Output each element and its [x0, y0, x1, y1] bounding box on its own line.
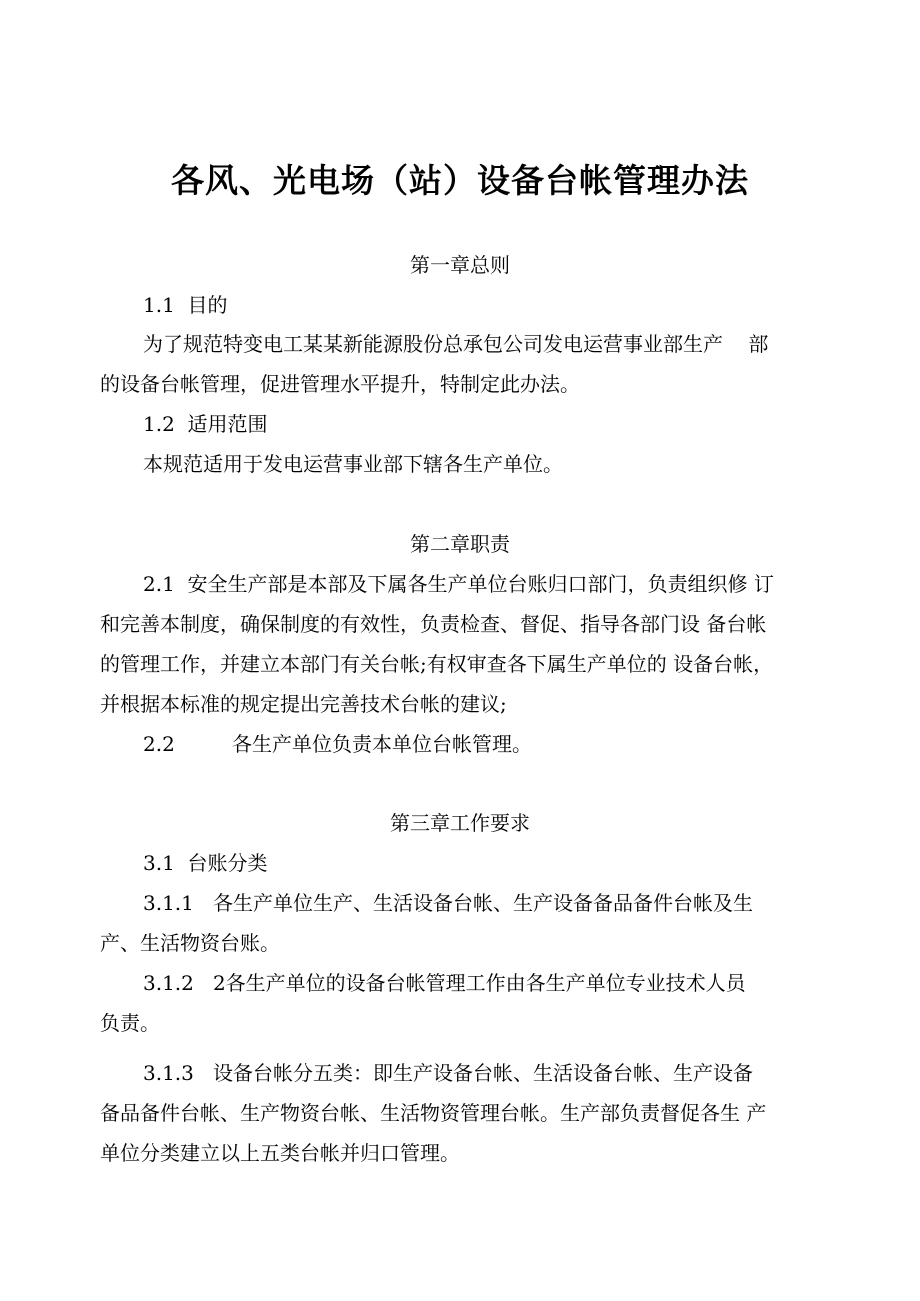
paragraph-line: 和完善本制度，确保制度的有效性，负责检查、督促、指导各部门设 备台帐 [100, 612, 767, 636]
paragraph-line: 的管理工作，并建立本部门有关台帐;有权审查各下属生产单位的 设备台帐， [100, 652, 774, 676]
chapter-heading-3: 第三章工作要求 [390, 811, 530, 835]
paragraph-line: 单位分类建立以上五类台帐并归口管理。 [100, 1141, 460, 1165]
paragraph-line: 3.1.2 2各生产单位的设备台帐管理工作由各生产单位专业技术人员 [143, 971, 746, 995]
paragraph-line: 并根据本标准的规定提出完善技术台帐的建议; [100, 692, 507, 716]
paragraph-line: 为了规范特变电工某某新能源股份总承包公司发电运营事业部生产 部 [143, 332, 769, 356]
section-heading-3-1: 3.1 台账分类 [143, 851, 268, 875]
document-title: 各风、光电场（站）设备台帐管理办法 [171, 161, 749, 200]
paragraph-line: 的设备台帐管理，促进管理水平提升，特制定此办法。 [100, 372, 580, 396]
section-heading-1-1: 1.1 目的 [143, 293, 228, 317]
paragraph-line: 2.2 各生产单位负责本单位台帐管理。 [143, 732, 533, 756]
paragraph-line: 本规范适用于发电运营事业部下辖各生产单位。 [143, 452, 563, 476]
paragraph-line: 2.1 安全生产部是本部及下属各生产单位台账归口部门，负责组织修 订 [143, 572, 774, 596]
paragraph-line: 产、生活物资台账。 [100, 931, 280, 955]
chapter-heading-1: 第一章总则 [410, 253, 510, 277]
chapter-heading-2: 第二章职责 [410, 532, 510, 556]
paragraph-line: 负责。 [100, 1011, 160, 1035]
paragraph-line: 3.1.1 各生产单位生产、生活设备台帐、生产设备备品备件台帐及生 [143, 891, 753, 915]
paragraph-line: 3.1.3 设备台帐分五类：即生产设备台帐、生活设备台帐、生产设备 [143, 1061, 753, 1085]
paragraph-line: 备品备件台帐、生产物资台帐、生活物资管理台帐。生产部负责督促各生 产 [100, 1101, 767, 1125]
section-heading-1-2: 1.2 适用范围 [143, 412, 268, 436]
